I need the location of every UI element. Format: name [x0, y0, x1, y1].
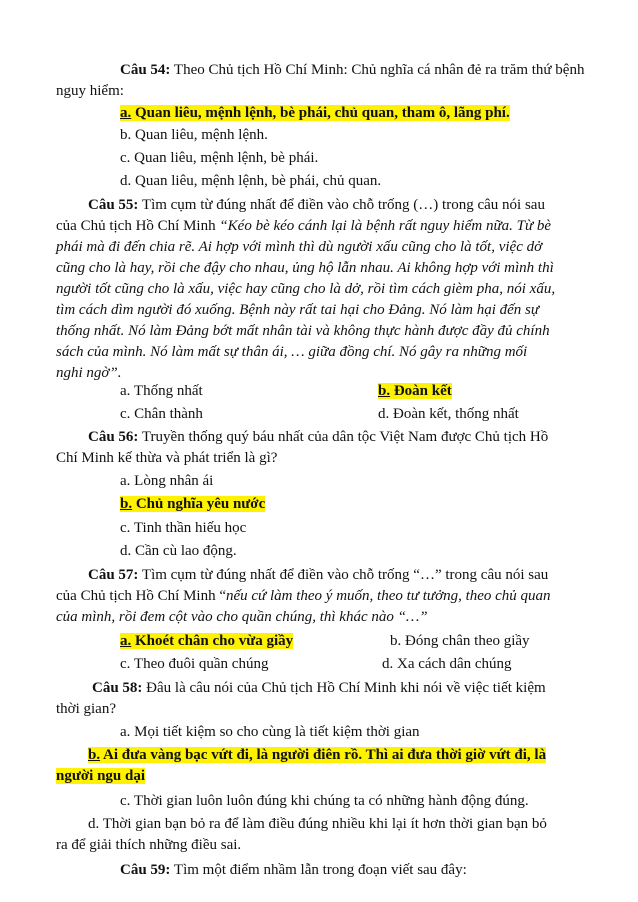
option-a-text: Mọi tiết kiệm so cho cùng là tiết kiệm thời gian — [130, 724, 420, 740]
question-57-option-c[interactable] — [120, 654, 382, 675]
option-d-text: Thời gian bạn bỏ ra để làm điều đúng nhiều khi lại ít hơn thời gian bạn bỏ — [99, 816, 547, 832]
option-b-text: Ai đưa vàng bạc vứt đi, là người điên rồ. Thì ai đưa thời giờ vứt đi, là — [100, 747, 547, 763]
option-a-text: Thống nhất — [130, 383, 203, 399]
option-key-c: c. — [120, 150, 131, 166]
question-54-option-c[interactable] — [88, 148, 591, 169]
option-key-b: b. — [120, 127, 132, 143]
question-56-line-2: Chí Minh kế thừa và phát triển là gì? — [56, 450, 278, 466]
question-56-option-d[interactable] — [88, 541, 591, 562]
question-55-text-2: của Chủ tịch Hồ Chí Minh — [56, 218, 220, 234]
question-59-label: Câu 59: — [120, 862, 171, 878]
question-57-text: Tìm cụm từ đúng nhất để điền vào chỗ trống “…” trong câu nói sau — [138, 567, 549, 583]
question-56-text: Truyền thống quý báu nhất của dân tộc Việt Nam được Chủ tịch Hồ — [138, 429, 549, 445]
question-54-label: Câu 54: — [120, 62, 171, 78]
question-57-option-b[interactable] — [390, 631, 530, 652]
question-57 — [56, 565, 591, 628]
question-58-option-c[interactable] — [88, 791, 591, 812]
option-d-text: Cần cù lao động. — [131, 543, 237, 559]
option-key-c: c. — [120, 406, 131, 422]
option-key-b: b. — [390, 633, 402, 649]
question-58-label: Câu 58: — [92, 680, 143, 696]
option-a-text: Khoét chân cho vừa giầy — [131, 633, 294, 649]
option-c-text: Theo đuôi quần chúng — [130, 656, 269, 672]
question-55-option-b[interactable] — [378, 381, 452, 402]
option-key-d: d. — [120, 173, 132, 189]
option-b-text: Quan liêu, mệnh lệnh. — [131, 127, 268, 143]
question-58-line-1 — [56, 678, 591, 699]
question-56-option-c[interactable] — [88, 518, 591, 539]
question-55-options-row-1 — [88, 381, 591, 402]
question-56-line-1 — [56, 427, 591, 448]
question-55-quote-2: phái mà đi đến chia rẽ. Ai hợp với mình thì dù người xấu cũng cho là tốt, việc dở — [56, 239, 543, 255]
question-58-option-a[interactable] — [88, 722, 591, 743]
question-57-option-d[interactable] — [382, 654, 512, 675]
option-d-text: Quan liêu, mệnh lệnh, bè phái, chủ quan. — [131, 173, 382, 189]
question-59 — [88, 860, 591, 881]
question-57-option-a[interactable] — [120, 631, 390, 652]
question-57-quote-1: nếu cứ làm theo ý muốn, theo tư tưởng, theo chủ quan — [225, 588, 551, 604]
option-b-text: Đóng chân theo giầy — [401, 633, 530, 649]
question-55-option-d[interactable] — [378, 404, 519, 425]
option-key-d: d. — [382, 656, 394, 672]
question-54 — [56, 60, 591, 102]
question-55-quote-1: “Kéo bè kéo cánh lại là bệnh rất nguy hiểm nữa. Từ bè — [219, 218, 552, 234]
option-b-text: Chủ nghĩa yêu nước — [132, 496, 266, 512]
question-57-label: Câu 57: — [88, 567, 139, 583]
question-55-label: Câu 55: — [88, 197, 139, 213]
option-a-highlight — [120, 105, 510, 121]
question-54-option-b[interactable] — [88, 125, 591, 146]
option-b-highlight — [88, 747, 546, 763]
option-key-a: a. — [120, 724, 131, 740]
question-55-option-c[interactable] — [120, 404, 378, 425]
question-56-option-a[interactable] — [88, 471, 591, 492]
option-b-line-2 — [56, 766, 591, 787]
option-c-text: Tinh thần hiếu học — [130, 520, 247, 536]
question-57-line-2 — [56, 586, 591, 607]
option-a-text: Lòng nhân ái — [130, 473, 214, 489]
question-55-text: Tìm cụm từ đúng nhất để điền vào chỗ trống (…) trong câu nói sau — [138, 197, 545, 213]
question-55-line-1 — [56, 195, 591, 216]
question-54-option-d[interactable] — [88, 171, 591, 192]
question-58-line-2: thời gian? — [56, 701, 116, 717]
option-key-a: a. — [120, 383, 131, 399]
question-56 — [56, 427, 591, 469]
question-55-quote-3: cũng cho là hay, rồi che đậy cho nhau, ủng hộ lẫn nhau. Ai không hợp với mình thì — [56, 260, 554, 276]
option-key-b: b. — [120, 496, 133, 512]
option-key-c: c. — [120, 520, 131, 536]
question-55-quote-4: người tốt cũng cho là xấu, việc hay cũng cho là dở, rồi tìm cách gièm pha, nói xấu, — [56, 281, 556, 297]
option-b-highlight — [120, 496, 265, 512]
option-c-text: Thời gian luôn luôn đúng khi chúng ta có những hành động đúng. — [130, 793, 529, 809]
option-b-text-cont: người ngu dại — [56, 768, 146, 784]
option-key-d: d. — [120, 543, 132, 559]
question-57-line-1 — [56, 565, 591, 586]
question-57-options-row-1 — [88, 631, 591, 652]
option-d-line-1 — [56, 814, 591, 835]
option-c-text: Chân thành — [130, 406, 203, 422]
question-55-quote-7: sách của mình. Nó làm mất sự thân ái, … giữa đồng chí. Nó gây ra những mối — [56, 344, 528, 360]
option-b-line-1 — [56, 745, 591, 766]
option-d-text-cont: ra để giải thích những điều sai. — [56, 837, 242, 853]
question-54-stem — [56, 60, 591, 102]
question-58-text: Đâu là câu nói của Chủ tịch Hồ Chí Minh khi nói về việc tiết kiệm — [142, 680, 546, 696]
option-key-a: a. — [120, 473, 131, 489]
option-a-highlight — [120, 633, 293, 649]
question-58 — [56, 678, 591, 720]
option-a-text: Quan liêu, mệnh lệnh, bè phái, chủ quan, tham ô, lãng phí. — [131, 105, 510, 121]
option-d-text: Xa cách dân chúng — [393, 656, 512, 672]
question-54-text: Theo Chủ tịch Hồ Chí Minh: Chủ nghĩa cá nhân đẻ ra trăm thứ bệnh — [170, 62, 585, 78]
question-55-quote-6: thống nhất. Nó làm Đảng bớt mất nhân tài và không thực hành được đầy đủ chính — [56, 323, 550, 339]
option-key-a: a. — [120, 105, 132, 121]
option-key-a: a. — [120, 633, 132, 649]
question-58-option-b[interactable] — [56, 745, 591, 787]
option-key-d: d. — [88, 816, 100, 832]
question-55-option-a[interactable] — [120, 381, 378, 402]
question-57-quote-2: của mình, rồi đem cột vào cho quần chúng, thì khác nào “…” — [56, 609, 428, 625]
option-b-text: Đoàn kết — [390, 383, 452, 399]
question-55-options-row-2 — [88, 404, 591, 425]
question-57-options-row-2 — [88, 654, 591, 675]
option-key-c: c. — [120, 656, 131, 672]
question-54-option-a[interactable] — [88, 103, 591, 124]
question-55-line-2 — [56, 216, 591, 237]
option-key-b: b. — [378, 383, 391, 399]
option-key-d: d. — [378, 406, 390, 422]
question-55 — [56, 195, 591, 384]
question-58-option-d[interactable] — [56, 814, 591, 856]
option-b-highlight — [378, 383, 452, 399]
option-key-c: c. — [120, 793, 131, 809]
question-55-quote-8: nghi ngờ”. — [56, 365, 122, 381]
option-c-text: Quan liêu, mệnh lệnh, bè phái. — [130, 150, 319, 166]
question-57-text-2: của Chủ tịch Hồ Chí Minh “ — [56, 588, 226, 604]
question-55-quote-5: tìm cách dìm người đó xuống. Bệnh này rất tai hại cho Đảng. Nó làm hại đến sự — [56, 302, 540, 318]
option-d-text: Đoàn kết, thống nhất — [389, 406, 519, 422]
option-key-b: b. — [88, 747, 101, 763]
question-59-text: Tìm một điểm nhầm lẫn trong đoạn viết sau đây: — [170, 862, 467, 878]
question-54-text-cont: nguy hiểm: — [56, 83, 124, 99]
question-56-option-b[interactable] — [88, 494, 591, 515]
question-56-label: Câu 56: — [88, 429, 139, 445]
